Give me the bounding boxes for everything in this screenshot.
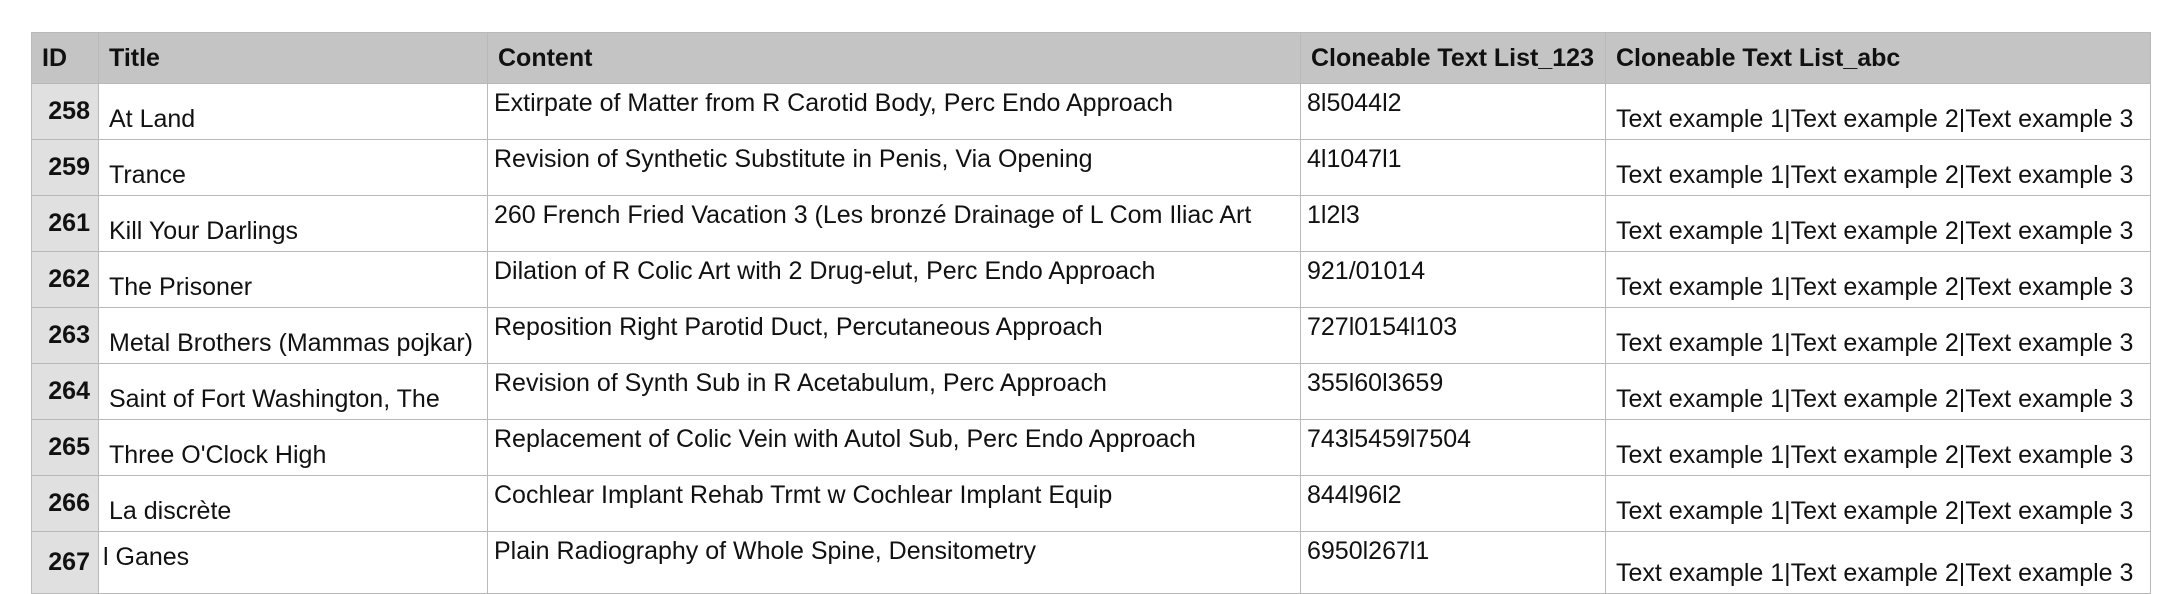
list-abc-cell[interactable]: Text example 1|Text example 2|Text example 3 <box>1606 420 2151 476</box>
row-id-cell[interactable]: 262 <box>32 252 99 308</box>
list-123-cell[interactable]: 4l1047l1 <box>1301 140 1606 196</box>
list-abc-cell[interactable]: Text example 1|Text example 2|Text example 3 <box>1606 252 2151 308</box>
content-cell[interactable]: Replacement of Colic Vein with Autol Sub, Perc Endo Approach <box>488 420 1301 476</box>
list-123-cell[interactable]: 6950l267l1 <box>1301 532 1606 594</box>
row-id-cell[interactable]: 258 <box>32 84 99 140</box>
list-abc-cell[interactable]: Text example 1|Text example 2|Text example 3 <box>1606 476 2151 532</box>
list-abc-cell[interactable]: Text example 1|Text example 2|Text example 3 <box>1606 196 2151 252</box>
content-cell[interactable]: Cochlear Implant Rehab Trmt w Cochlear Implant Equip <box>488 476 1301 532</box>
title-cell[interactable]: The Prisoner <box>99 252 488 308</box>
list-123-cell[interactable]: 921/01014 <box>1301 252 1606 308</box>
table-row[interactable] <box>32 532 2151 594</box>
list-abc-cell[interactable]: Text example 1|Text example 2|Text example 3 <box>1606 140 2151 196</box>
list-123-cell[interactable]: 727l0154l103 <box>1301 308 1606 364</box>
table-row[interactable] <box>32 308 2151 364</box>
list-abc-cell[interactable]: Text example 1|Text example 2|Text example 3 <box>1606 364 2151 420</box>
title-cell[interactable]: Metal Brothers (Mammas pojkar) <box>99 308 488 364</box>
row-id-cell[interactable]: 261 <box>32 196 99 252</box>
content-cell[interactable]: Extirpate of Matter from R Carotid Body, Perc Endo Approach <box>488 84 1301 140</box>
content-cell[interactable]: Plain Radiography of Whole Spine, Densitometry <box>488 532 1301 594</box>
list-123-cell[interactable]: 743l5459l7504 <box>1301 420 1606 476</box>
data-table <box>31 32 2151 594</box>
row-id-cell[interactable]: 266 <box>32 476 99 532</box>
list-abc-cell[interactable]: Text example 1|Text example 2|Text example 3 <box>1606 308 2151 364</box>
table-row[interactable] <box>32 84 2151 140</box>
list-abc-cell[interactable]: Text example 1|Text example 2|Text example 3 <box>1606 84 2151 140</box>
row-id-cell[interactable]: 267 <box>32 532 99 594</box>
list-123-cell[interactable]: 355l60l3659 <box>1301 364 1606 420</box>
title-cell[interactable]: l Ganes <box>99 532 488 594</box>
row-id-cell[interactable]: 264 <box>32 364 99 420</box>
content-cell[interactable]: 260 French Fried Vacation 3 (Les bronzé Drainage of L Com Iliac Art <box>488 196 1301 252</box>
list-123-cell[interactable]: 1l2l3 <box>1301 196 1606 252</box>
content-cell[interactable]: Revision of Synthetic Substitute in Penis, Via Opening <box>488 140 1301 196</box>
column-header-title[interactable]: Title <box>99 33 488 84</box>
title-cell[interactable]: Three O'Clock High <box>99 420 488 476</box>
column-header-id[interactable]: ID <box>32 33 99 84</box>
list-123-cell[interactable]: 844l96l2 <box>1301 476 1606 532</box>
title-cell[interactable]: At Land <box>99 84 488 140</box>
title-cell[interactable]: Saint of Fort Washington, The <box>99 364 488 420</box>
column-header-list-123[interactable]: Cloneable Text List_123 <box>1301 33 1606 84</box>
table-row[interactable] <box>32 364 2151 420</box>
row-id-cell[interactable]: 259 <box>32 140 99 196</box>
table-row[interactable] <box>32 420 2151 476</box>
title-cell[interactable]: Trance <box>99 140 488 196</box>
title-cell[interactable]: Kill Your Darlings <box>99 196 488 252</box>
row-id-cell[interactable]: 265 <box>32 420 99 476</box>
row-id-cell[interactable]: 263 <box>32 308 99 364</box>
list-abc-cell[interactable]: Text example 1|Text example 2|Text example 3 <box>1606 532 2151 594</box>
list-123-cell[interactable]: 8l5044l2 <box>1301 84 1606 140</box>
content-cell[interactable]: Dilation of R Colic Art with 2 Drug-elut, Perc Endo Approach <box>488 252 1301 308</box>
column-header-content[interactable]: Content <box>488 33 1301 84</box>
header-row <box>32 33 2151 84</box>
table-row[interactable] <box>32 140 2151 196</box>
title-cell[interactable]: La discrète <box>99 476 488 532</box>
table-row[interactable] <box>32 252 2151 308</box>
table-row[interactable] <box>32 476 2151 532</box>
content-cell[interactable]: Reposition Right Parotid Duct, Percutaneous Approach <box>488 308 1301 364</box>
content-cell[interactable]: Revision of Synth Sub in R Acetabulum, Perc Approach <box>488 364 1301 420</box>
table-row[interactable] <box>32 196 2151 252</box>
column-header-list-abc[interactable]: Cloneable Text List_abc <box>1606 33 2151 84</box>
